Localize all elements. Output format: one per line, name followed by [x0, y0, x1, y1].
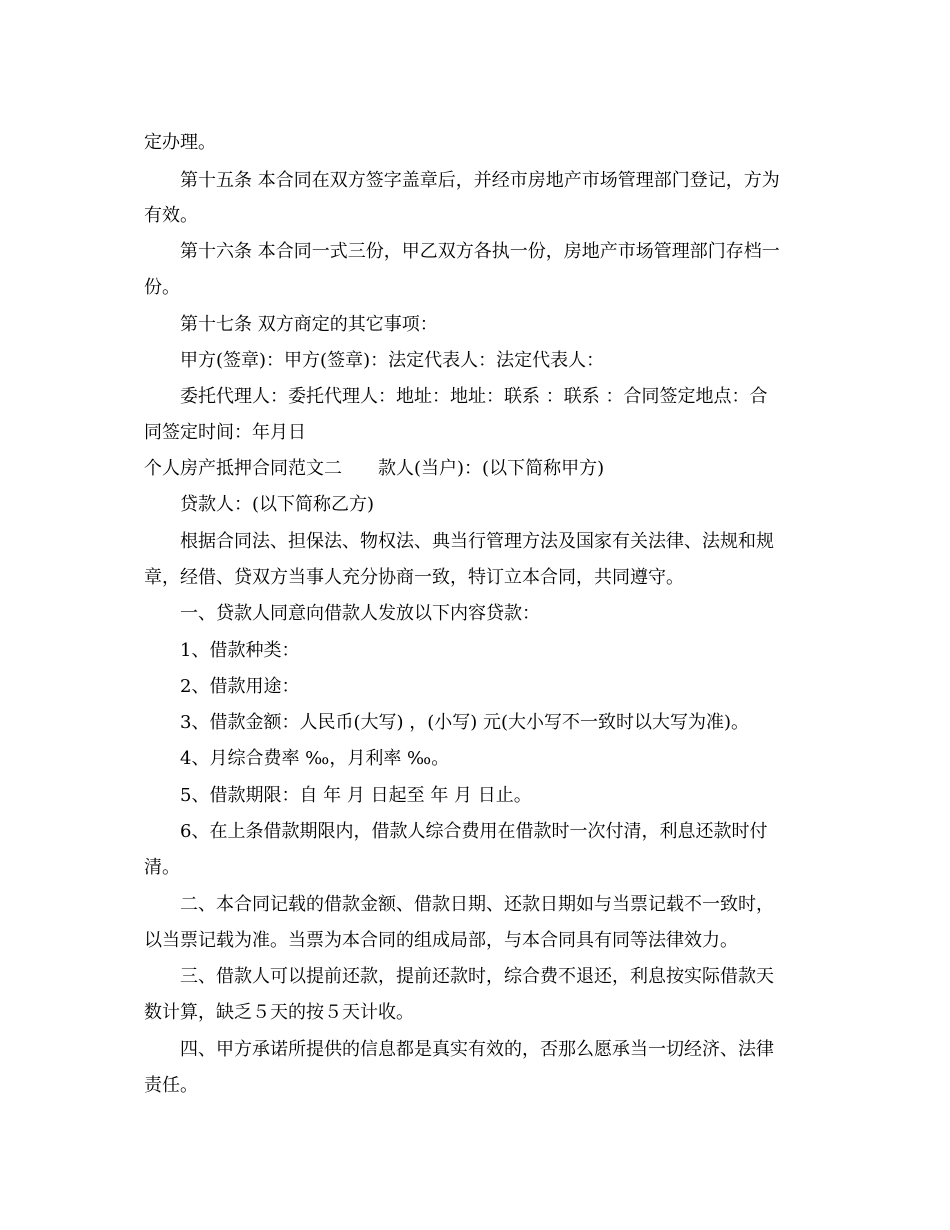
text-line: 同签定时间：年月日 — [144, 422, 306, 443]
text-line: 三、借款人可以提前还款，提前还款时，综合费不退还，利息按实际借款天 — [180, 966, 774, 987]
text-line: 委托代理人：委托代理人：地址：地址：联系 ：联系 ：合同签定地点：合 — [180, 386, 768, 407]
text-line: 四、甲方承诺所提供的信息都是真实有效的，否那么愿承当一切经济、法律 — [180, 1039, 774, 1060]
text-line: 第十五条 本合同在双方签字盖章后，并经市房地产市场管理部门登记，方为 — [180, 170, 780, 191]
text-line: 份。 — [144, 277, 180, 298]
text-line: 贷款人：(以下简称乙方) — [180, 494, 375, 515]
text-line: 2、借款用途： — [180, 676, 300, 697]
text-line: 以当票记载为准。当票为本合同的组成局部，与本合同具有同等法律效力。 — [144, 930, 738, 951]
text-line: 5、借款期限：自 年 月 日起至 年 月 日止。 — [180, 785, 532, 806]
text-line: 4、月综合费率 ‰，月利率 ‰。 — [180, 748, 450, 769]
text-line: 1、借款种类： — [180, 640, 300, 661]
text-line: 第十七条 双方商定的其它事项： — [180, 314, 438, 335]
text-line: 责任。 — [144, 1075, 198, 1096]
text-line: 第十六条 本合同一式三份，甲乙双方各执一份，房地产市场管理部门存档一 — [180, 241, 780, 262]
text-line: 清。 — [144, 857, 180, 878]
text-line: 根据合同法、担保法、物权法、典当行管理方法及国家有关法律、法规和规 — [180, 531, 774, 552]
text-line: 6、在上条借款期限内，借款人综合费用在借款时一次付清，利息还款时付 — [180, 821, 768, 842]
text-line: 甲方(签章)：甲方(签章)：法定代表人：法定代表人： — [180, 350, 605, 371]
text-line: 二、本合同记载的借款金额、借款日期、还款日期如与当票记载不一致时， — [180, 894, 774, 915]
text-line: 一、贷款人同意向借款人发放以下内容贷款： — [180, 603, 540, 624]
text-line: 有效。 — [144, 205, 198, 226]
text-line: 定办理。 — [144, 132, 216, 153]
text-line: 章，经借、贷双方当事人充分协商一致，特订立本合同，共同遵守。 — [144, 567, 684, 588]
text-line: 数计算，缺乏５天的按５天计收。 — [144, 1002, 414, 1023]
text-line: 3、借款金额：人民币(大写) ，(小写) 元(大小写不一致时以大写为准)。 — [180, 712, 750, 733]
text-line: 个人房产抵押合同范文二 款人(当户)：(以下简称甲方) — [144, 458, 605, 479]
